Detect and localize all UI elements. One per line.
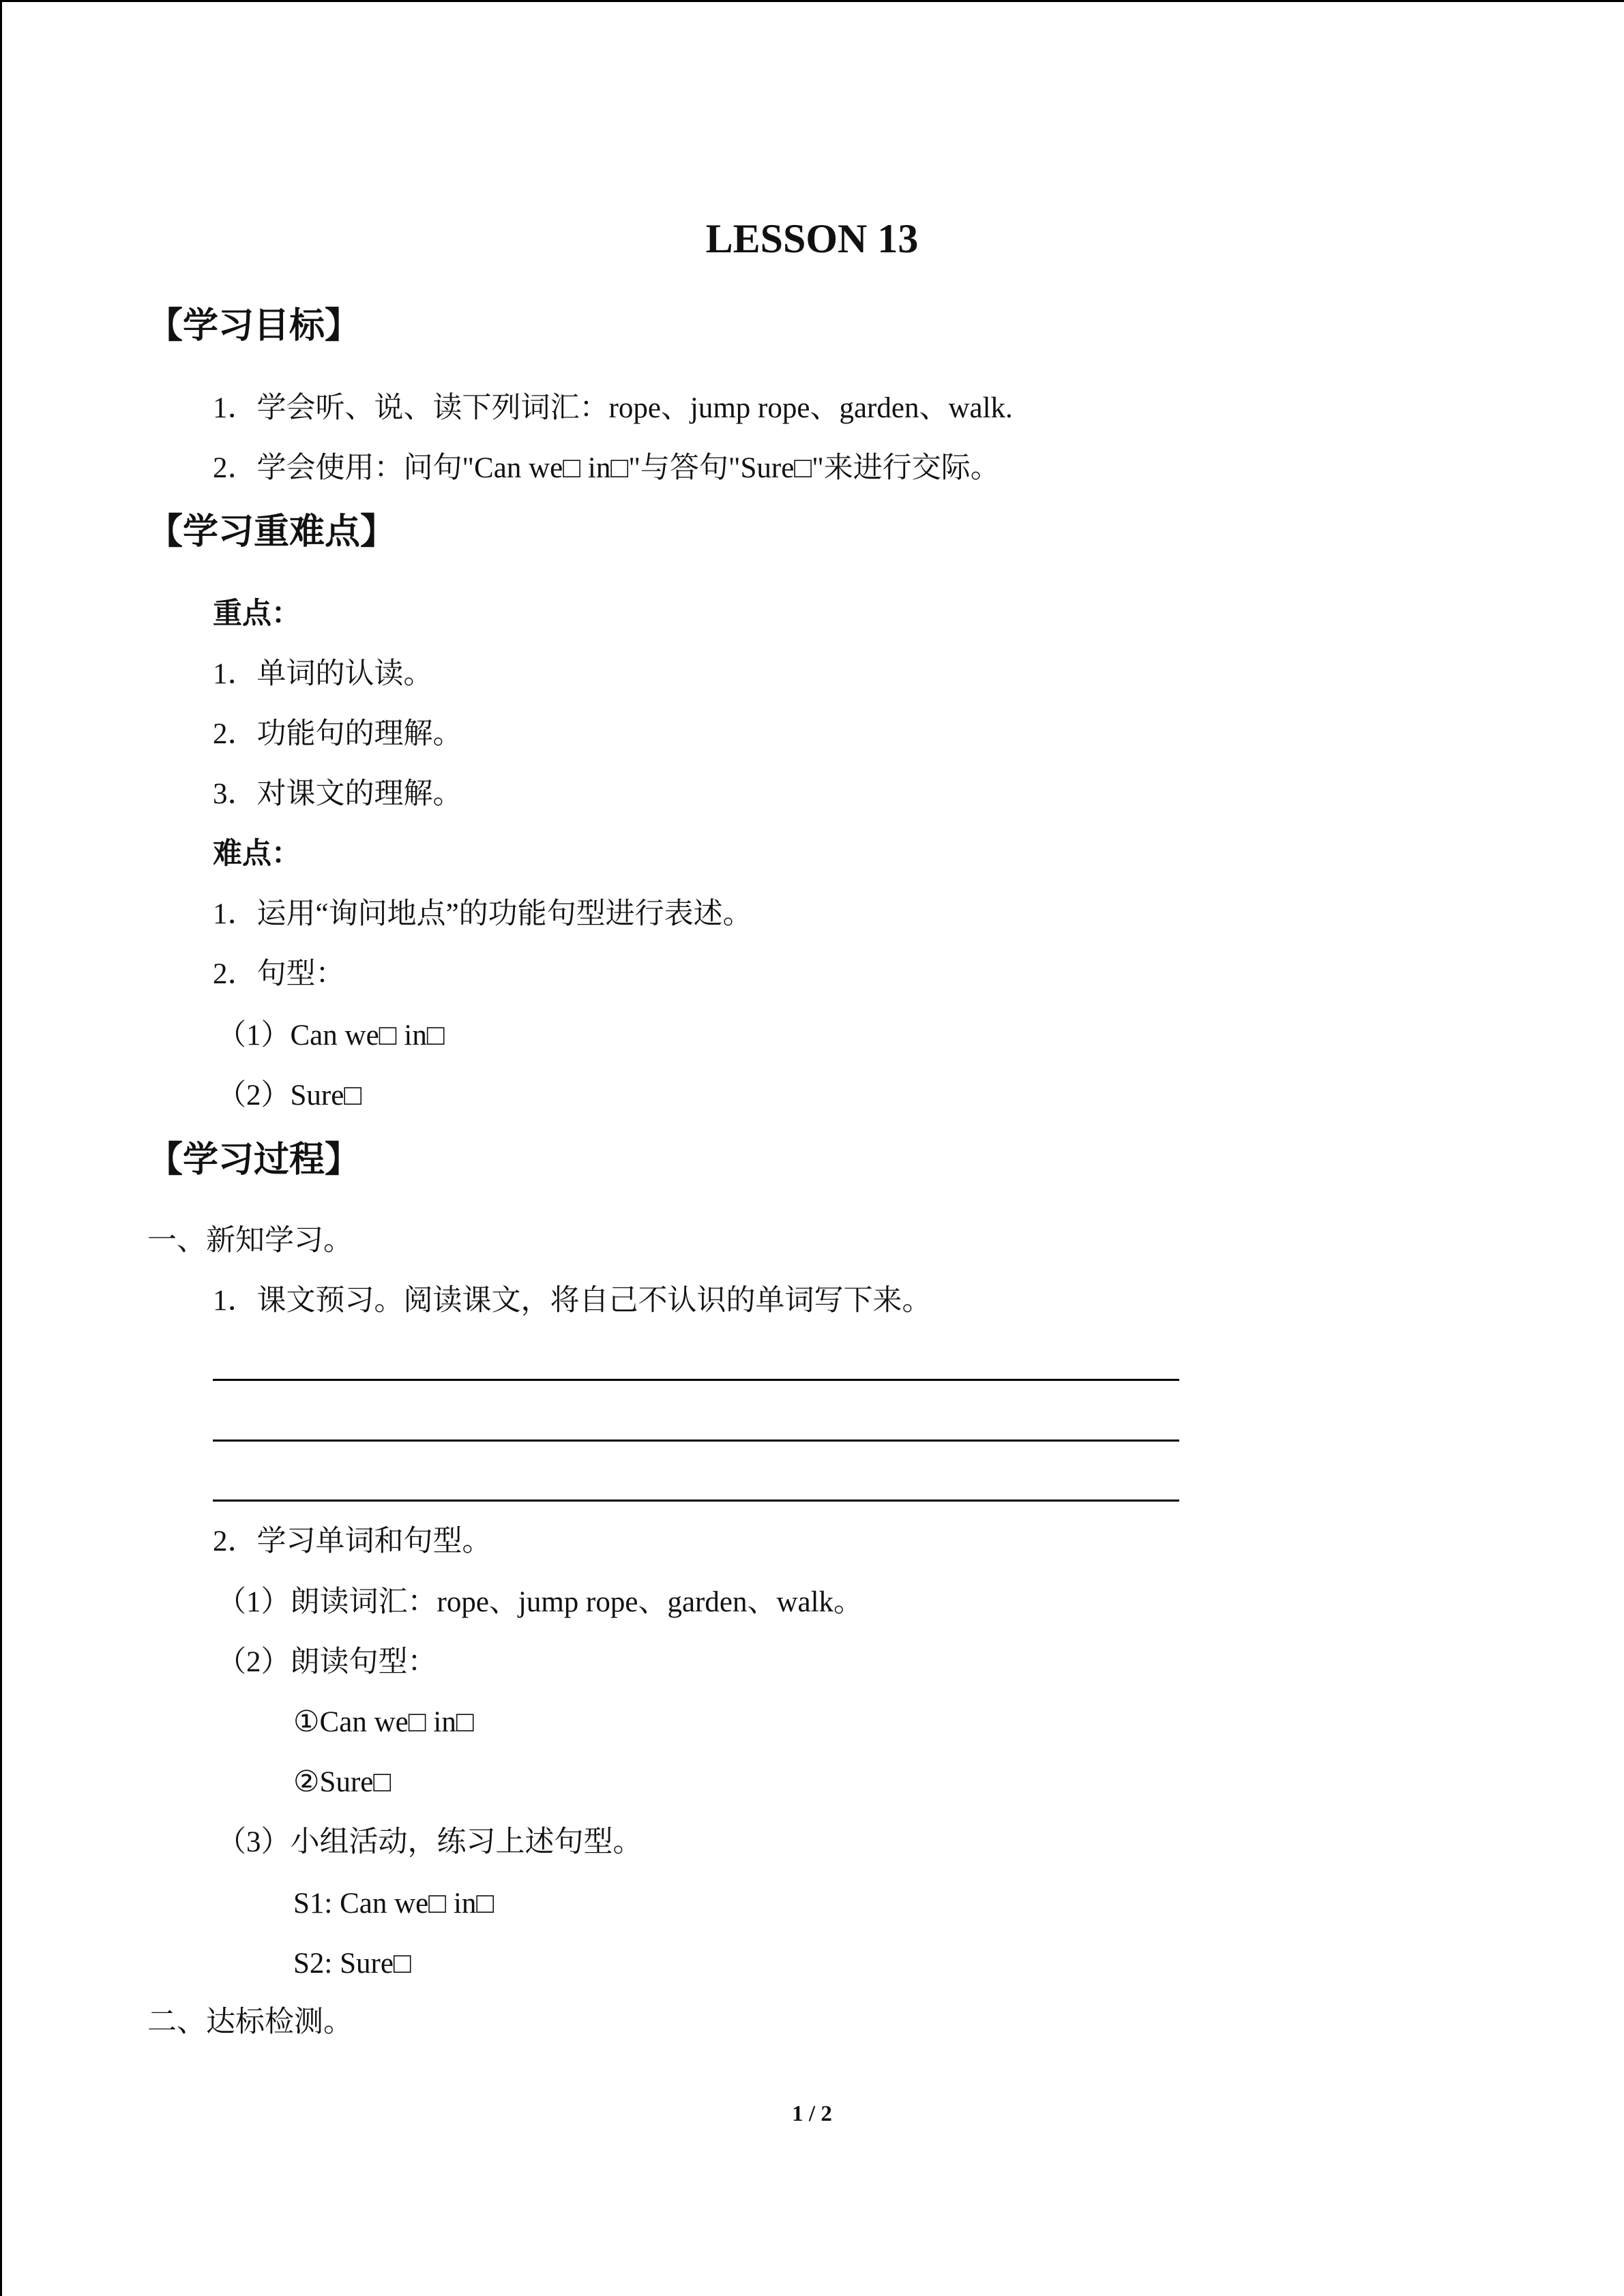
answer-line-1 bbox=[213, 1379, 1179, 1381]
objective-item-2: 2．学会使用：问句"Can we□ in□"与答句"Sure□"来进行交际。 bbox=[213, 452, 1000, 484]
key-points-heading: 【学习重难点】 bbox=[147, 511, 396, 552]
focus-item-2: 2．功能句的理解。 bbox=[213, 718, 462, 750]
dialog-line-2: S2: Sure□ bbox=[293, 1948, 411, 1980]
process-step-2: 2．学习单词和句型。 bbox=[213, 1525, 492, 1557]
dialog-line-1: S1: Can we□ in□ bbox=[293, 1888, 494, 1920]
page-number: 1 / 2 bbox=[792, 2102, 832, 2126]
objective-item-1: 1．学会听、说、读下列词汇：rope、jump rope、garden、walk. bbox=[213, 392, 1013, 424]
difficulty-item-1: 1．运用“询问地点”的功能句型进行表述。 bbox=[213, 898, 752, 930]
page-title: LESSON 13 bbox=[705, 216, 919, 261]
difficulty-item-2: 2．句型： bbox=[213, 958, 345, 990]
process-part-1: 一、新知学习。 bbox=[147, 1225, 353, 1257]
answer-line-3 bbox=[213, 1500, 1179, 1502]
sentence-pattern-2: ②Sure□ bbox=[293, 1766, 392, 1798]
difficulty-pattern-2: （2）Sure□ bbox=[217, 1079, 362, 1112]
process-sub-2: （2）朗读句型： bbox=[217, 1646, 437, 1678]
page-border-top bbox=[0, 0, 1624, 2]
process-sub-3: （3）小组活动，练习上述句型。 bbox=[217, 1826, 643, 1858]
process-heading: 【学习过程】 bbox=[147, 1139, 361, 1180]
page-border-left bbox=[0, 0, 2, 2296]
objectives-heading: 【学习目标】 bbox=[147, 305, 361, 346]
focus-label: 重点： bbox=[213, 598, 301, 630]
process-step-1: 1．课文预习。阅读课文，将自己不认识的单词写下来。 bbox=[213, 1285, 932, 1317]
focus-item-1: 1．单词的认读。 bbox=[213, 658, 433, 690]
answer-line-2 bbox=[213, 1440, 1179, 1442]
process-part-2: 二、达标检测。 bbox=[147, 2006, 353, 2038]
sentence-pattern-1: ①Can we□ in□ bbox=[293, 1706, 474, 1738]
focus-item-3: 3．对课文的理解。 bbox=[213, 778, 462, 810]
process-sub-1: （1）朗读词汇：rope、jump rope、garden、walk。 bbox=[217, 1586, 863, 1618]
difficulty-pattern-1: （1）Can we□ in□ bbox=[217, 1019, 445, 1052]
difficulty-label: 难点： bbox=[213, 838, 301, 870]
